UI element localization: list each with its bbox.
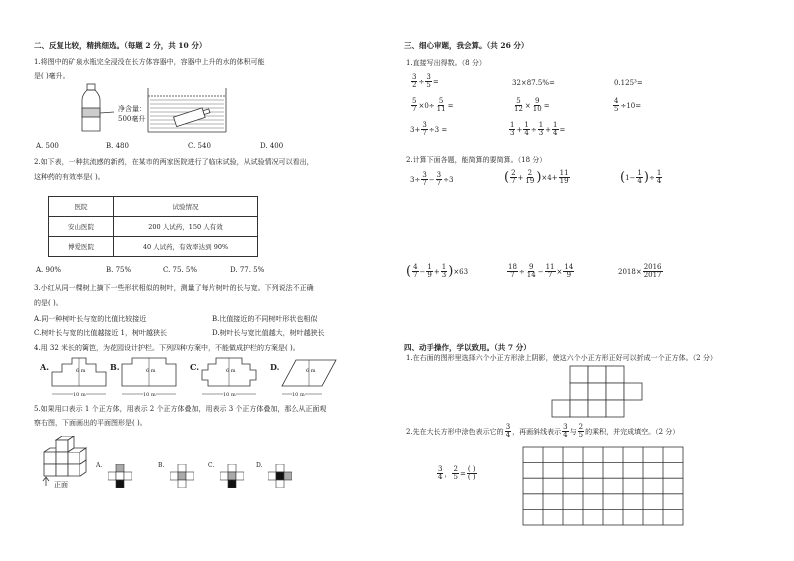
operator: × (556, 267, 563, 276)
cube-net-grid[interactable] (550, 364, 646, 420)
frac-num: 18 (508, 263, 517, 271)
operator: + (433, 267, 440, 276)
section-4-title: 四、动手操作，学以致用。（共 7 分） (404, 343, 531, 352)
frac-num: 1 (553, 121, 558, 129)
table-header-row (49, 197, 258, 217)
frac-num: 1 (524, 121, 529, 129)
section-3-title: 三、细心审题，我会算。（共 26 分） (404, 41, 529, 50)
frac-den: 9 (566, 271, 572, 279)
frac-num: 3 (563, 423, 568, 431)
frac-num: 1 (538, 121, 544, 129)
q2-text-op: 与 (569, 427, 577, 436)
q2-line2: 这种药的有效率是( )。 (34, 173, 105, 181)
frac-den: 14 (526, 271, 536, 279)
equals: = (559, 125, 566, 134)
frac-den: 7 (511, 177, 516, 185)
frac-den: 7 (413, 271, 418, 279)
table-cell: 安山医院 (49, 217, 114, 237)
q2-text-pre: 2.先在大长方形中涂色表示它的 (406, 427, 504, 436)
paren-open: ( (504, 170, 510, 185)
frac-den: 4 (563, 431, 568, 439)
frac-num: 5 (516, 97, 521, 105)
operator: + (545, 125, 552, 134)
shading-rectangle-grid[interactable] (522, 446, 686, 528)
q1-option-b[interactable]: B. 480 (106, 142, 129, 150)
calc-e4 (406, 264, 468, 279)
separator: ， (444, 469, 452, 478)
frac-den: 7 (422, 129, 427, 137)
q5-option-a-figure (108, 464, 132, 488)
operator: × (524, 101, 531, 110)
q5-line2: 察右图，下面画出的平面图形是( )。 (34, 419, 147, 427)
q1-line2: 是( )毫升。 (34, 72, 70, 80)
q2-option-d[interactable]: D. 77. 5% (230, 266, 265, 274)
operator: ×63 (453, 267, 469, 276)
calc-e3 (620, 170, 663, 185)
q5-option-c-figure (220, 464, 244, 488)
q5-label-a[interactable]: A. (96, 462, 103, 469)
calc-e2 (504, 170, 571, 185)
frac-num: 5 (412, 97, 417, 105)
q2-option-b[interactable]: B. 75% (106, 266, 132, 274)
q5-option-d-figure (268, 464, 292, 488)
table-cell: 200 人试药，150 人有效 (114, 217, 258, 237)
operator: ÷ (648, 173, 655, 182)
frac-num: 3 (422, 171, 427, 179)
frac-num: 1 (427, 263, 432, 271)
fence-a-dim-6m: 6 m (76, 368, 86, 374)
r4-q1-text: 1.在右面的图形里选择六个小正方形涂上阴影，使这六个小正方形正好可以折成一个正方体。（2 分） (406, 354, 717, 362)
frac-den: 7 (422, 179, 427, 187)
q4-label-c[interactable]: C. (190, 362, 200, 372)
frac-den: 7 (547, 271, 553, 279)
frac-den: 2 (412, 81, 417, 89)
frac-den: 4 (438, 473, 443, 481)
q4-label-a[interactable]: A. (40, 362, 49, 372)
q3-option-b[interactable]: B.比值接近的不同树叶形状也相似 (212, 315, 318, 323)
q5-line1: 5.如果用口表示 1 个正方体，用表示 2 个正方体叠加，用表示 3 个正方体叠加，那么从正面观 (34, 405, 327, 413)
frac-num: 2 (511, 169, 516, 177)
table-header-result: 试验情况 (114, 197, 258, 217)
section-2-title: 二、反复比较，精挑细选。（每题 2 分，共 10 分） (34, 41, 207, 50)
calc-e5 (506, 264, 575, 279)
frac-num: 2016 (643, 263, 662, 271)
q1-line1: 1.将图中的矿泉水瓶完全浸没在长方体容器中，容器中上升的水的体积可能 (34, 58, 265, 66)
q2-line1: 2.如下表，一种抗流感的新药，在某市的两家医院进行了临床试验，从试验情况可以看出， (34, 158, 314, 166)
fence-c-dim-6m: 6 m (226, 368, 236, 374)
operator: ÷3 = (428, 125, 448, 134)
calc-e1 (410, 172, 453, 187)
frac-num: 2 (578, 423, 584, 431)
frac-num: 3 (426, 73, 431, 81)
frac-den: 19 (559, 177, 569, 185)
frac-num: 9 (529, 263, 534, 271)
operator: ÷3 (443, 175, 454, 184)
operand: 2018× (618, 267, 642, 276)
calc-r1c3: 0.125³= (614, 79, 643, 87)
fence-b-dim-6m: 6 m (146, 368, 156, 374)
frac-den: 10 (532, 105, 542, 113)
frac-num: 11 (559, 169, 569, 177)
bottle-container-figure (78, 82, 228, 134)
frac-num: 5 (438, 97, 444, 105)
bottle-label-line1: 净含量： (118, 105, 146, 113)
q3-option-a[interactable]: A.同一种树叶长与宽的比值比较接近 (34, 315, 147, 323)
equals: = (432, 77, 439, 86)
paren-close: ) (643, 170, 649, 185)
equals: = (543, 101, 550, 110)
frac-den: 9 (427, 271, 432, 279)
q1-option-c[interactable]: C. 540 (188, 142, 211, 150)
bottle-label-line2: 500毫升 (118, 115, 146, 123)
operator: ÷ (518, 267, 525, 276)
fence-d-dim-10m: 10 m (292, 392, 305, 398)
equals: = (459, 469, 466, 478)
operator: − (537, 267, 544, 276)
frac-num: 3 (422, 121, 427, 129)
q2-text-mid: ，再画斜线表示 (512, 427, 562, 436)
frac-num: 3 (438, 465, 443, 473)
frac-num: 4 (614, 97, 619, 105)
q1-option-a[interactable]: A. 500 (36, 142, 59, 150)
q5-label-c[interactable]: C. (208, 462, 215, 469)
front-view-label: 正面 (54, 481, 68, 489)
table-row (49, 217, 258, 237)
operator: + (516, 125, 523, 134)
frac-num: 1 (441, 263, 447, 271)
operand: 1− (625, 173, 636, 182)
frac-den: 4 (524, 129, 529, 137)
frac-den: 5 (426, 81, 431, 89)
frac-num: 9 (535, 97, 540, 105)
q4-text: 4.用 32 米长的篱笆，为花园设计护栏。下列四种方案中，不能做成护栏的方案是( )。 (34, 344, 300, 352)
operator: − (428, 175, 435, 184)
frac-num: 2 (453, 465, 458, 473)
fence-shape-d (278, 356, 340, 398)
frac-den: 5 (453, 473, 458, 481)
r-q1-title: 1.直接写出得数。（8 分） (406, 59, 486, 67)
calc-r3c1 (410, 122, 447, 137)
frac-den: 4 (553, 129, 558, 137)
q3-option-d[interactable]: D.树叶长与宽比值越大，树叶越狭长 (212, 329, 325, 337)
calc-r2c3 (612, 98, 641, 113)
frac-den: 19 (525, 177, 535, 185)
frac-den: 12 (514, 105, 523, 113)
hospital-trial-table (48, 196, 258, 257)
frac-num: 1 (510, 121, 515, 129)
frac-num: 3 (412, 73, 417, 81)
frac-den: 5 (614, 105, 619, 113)
fence-d-dim-6m: 6 m (306, 368, 316, 374)
frac-den: 7 (436, 179, 442, 187)
frac-num: 1 (637, 169, 642, 177)
operator: ×4+ (541, 173, 558, 182)
operand: 3+ (410, 125, 421, 134)
frac-den: 11 (436, 105, 446, 113)
frac-den: 3 (441, 271, 447, 279)
answer-blank-den[interactable]: ( ) (467, 473, 476, 481)
paren-close: ) (448, 264, 454, 279)
q4-label-b[interactable]: B. (110, 362, 120, 372)
frac-den: 3 (538, 129, 544, 137)
frac-den: 4 (505, 431, 511, 439)
frac-den: 5 (578, 431, 584, 439)
frac-num: 3 (505, 423, 511, 431)
fence-c-dim-10m: 10 m (223, 392, 236, 398)
r-q2-title: 2.计算下面各题，能简算的要简算。（18 分） (406, 156, 547, 164)
paren-open: ( (620, 170, 626, 185)
q3-option-c[interactable]: C.树叶长与宽的比值越接近 1，树叶越狭长 (34, 329, 168, 337)
q2-text-post: 的乘积，并完成填空。（2 分） (585, 427, 680, 436)
operator: ÷ (418, 77, 425, 86)
q1-option-d[interactable]: D. 400 (260, 142, 284, 150)
q4-label-d[interactable]: D. (270, 362, 280, 372)
q2-option-c[interactable]: C. 75. 5% (163, 266, 198, 274)
q3-line2: 的是( )。 (34, 299, 63, 307)
frac-den: 2017 (643, 271, 662, 279)
calc-r1c2: 32×87.5%= (512, 79, 555, 87)
q5-option-b-figure (170, 464, 194, 488)
frac-num: 1 (656, 169, 662, 177)
frac-num: 3 (436, 171, 442, 179)
calc-r2c1 (410, 98, 453, 113)
operator: − (419, 267, 426, 276)
operator: ÷ (530, 125, 537, 134)
frac-num: 11 (545, 263, 555, 271)
table-row (49, 237, 258, 257)
fence-a-dim-10m: 10 m (73, 392, 86, 398)
answer-blank-num[interactable]: ( ) (467, 465, 476, 473)
q3-line1: 3.小红从同一棵树上摘下一些形状相似的树叶，测量了每片树叶的长与宽。下列说法不正确 (34, 284, 314, 292)
frac-den: 7 (510, 271, 515, 279)
table-cell: 博爱医院 (49, 237, 114, 257)
frac-num: 2 (527, 169, 533, 177)
frac-num: 4 (413, 263, 418, 271)
paren-close: ) (536, 170, 542, 185)
calc-e6 (618, 264, 664, 279)
frac-num: 14 (564, 263, 574, 271)
operand: 3÷ (410, 175, 421, 184)
paren-open: ( (406, 264, 412, 279)
q2-option-a[interactable]: A. 90% (36, 266, 62, 274)
q5-label-b[interactable]: B. (158, 462, 165, 469)
frac-den: 4 (656, 177, 662, 185)
calc-r2c2 (512, 98, 550, 113)
operator: ×0÷ (418, 101, 435, 110)
frac-den: 3 (510, 129, 515, 137)
calc-r3c2 (508, 122, 565, 137)
table-cell: 40 人试药，有效率达到 90% (114, 237, 258, 257)
frac-den: 7 (412, 105, 417, 113)
operator: ÷10= (620, 101, 642, 110)
calc-r1c1 (410, 74, 439, 89)
operator: + (517, 173, 524, 182)
table-header-hospital: 医院 (49, 197, 114, 217)
equals: = (447, 101, 454, 110)
fence-b-dim-10m: 10 m (143, 392, 156, 398)
r4-q2-text (406, 424, 679, 439)
frac-den: 4 (637, 177, 642, 185)
r4-q2-fill-blank (436, 466, 478, 481)
q5-label-d[interactable]: D. (256, 462, 263, 469)
